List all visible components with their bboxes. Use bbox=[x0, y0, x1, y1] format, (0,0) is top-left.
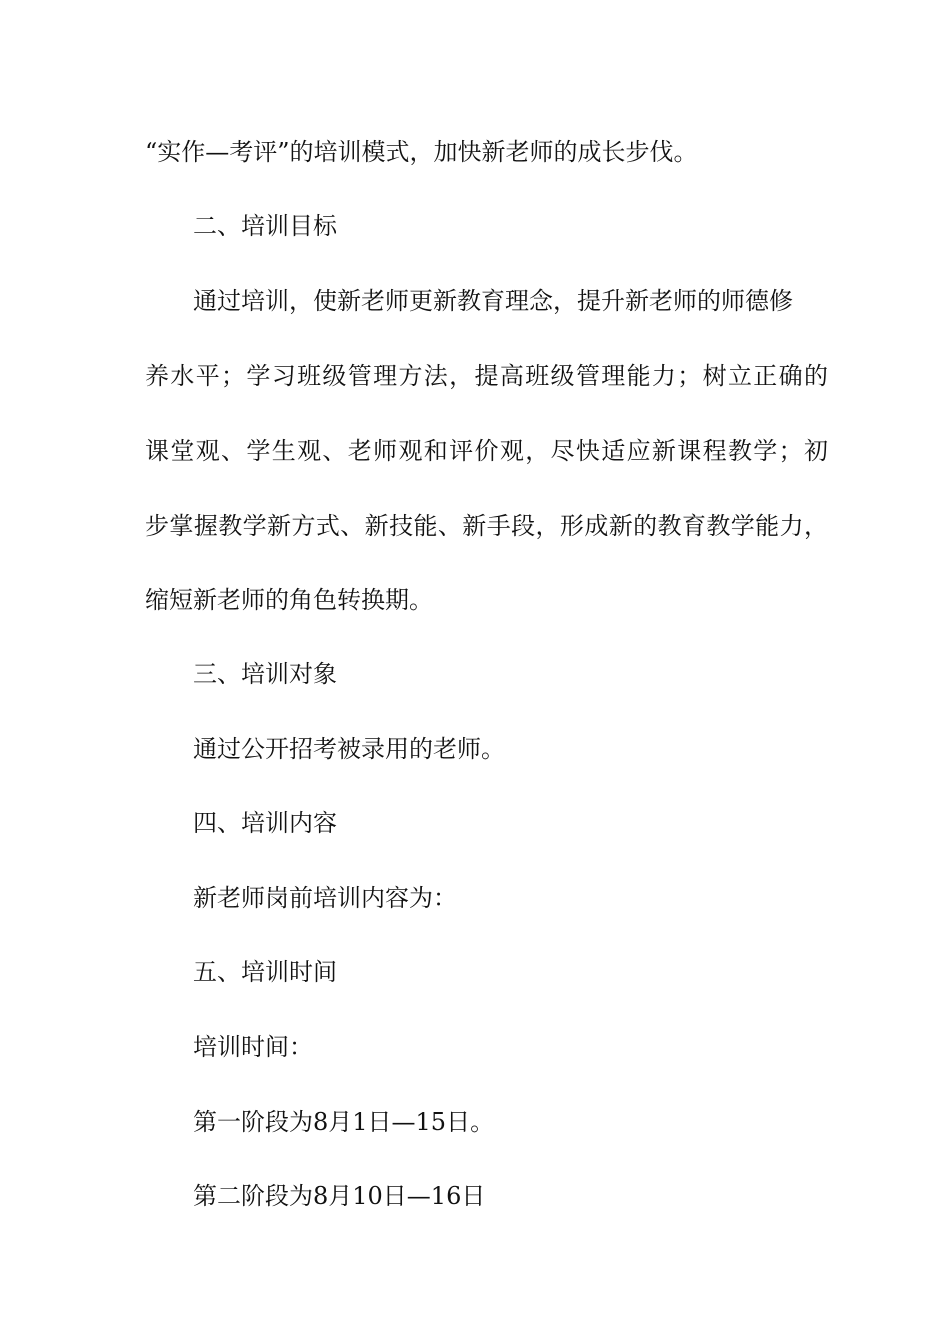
goals-paragraph-line-2: 养水平；学习班级管理方法，提高班级管理能力；树立正确的 bbox=[145, 362, 828, 390]
schedule-label: 培训时间： bbox=[193, 1033, 313, 1061]
section-heading-content: 四、培训内容 bbox=[193, 809, 337, 837]
goals-paragraph-line-4: 步掌握教学新方式、新技能、新手段，形成新的教育教学能力， bbox=[145, 512, 828, 540]
schedule-phase-1: 第一阶段为8月1日—15日。 bbox=[193, 1108, 495, 1136]
goals-paragraph-line-5: 缩短新老师的角色转换期。 bbox=[145, 586, 433, 614]
section-heading-schedule: 五、培训时间 bbox=[193, 958, 337, 986]
schedule-phase-2: 第二阶段为8月10日—16日 bbox=[193, 1182, 486, 1210]
goals-paragraph-line-1: 通过培训，使新老师更新教育理念，提升新老师的师德修 bbox=[193, 287, 793, 315]
goals-paragraph-line-3: 课堂观、学生观、老师观和评价观，尽快适应新课程教学；初 bbox=[145, 437, 828, 465]
section-heading-audience: 三、培训对象 bbox=[193, 660, 337, 688]
content-paragraph: 新老师岗前培训内容为： bbox=[193, 884, 457, 912]
paragraph-continuation: “实作—考评”的培训模式，加快新老师的成长步伐。 bbox=[145, 138, 698, 166]
audience-paragraph: 通过公开招考被录用的老师。 bbox=[193, 735, 505, 763]
section-heading-goals: 二、培训目标 bbox=[193, 212, 337, 240]
